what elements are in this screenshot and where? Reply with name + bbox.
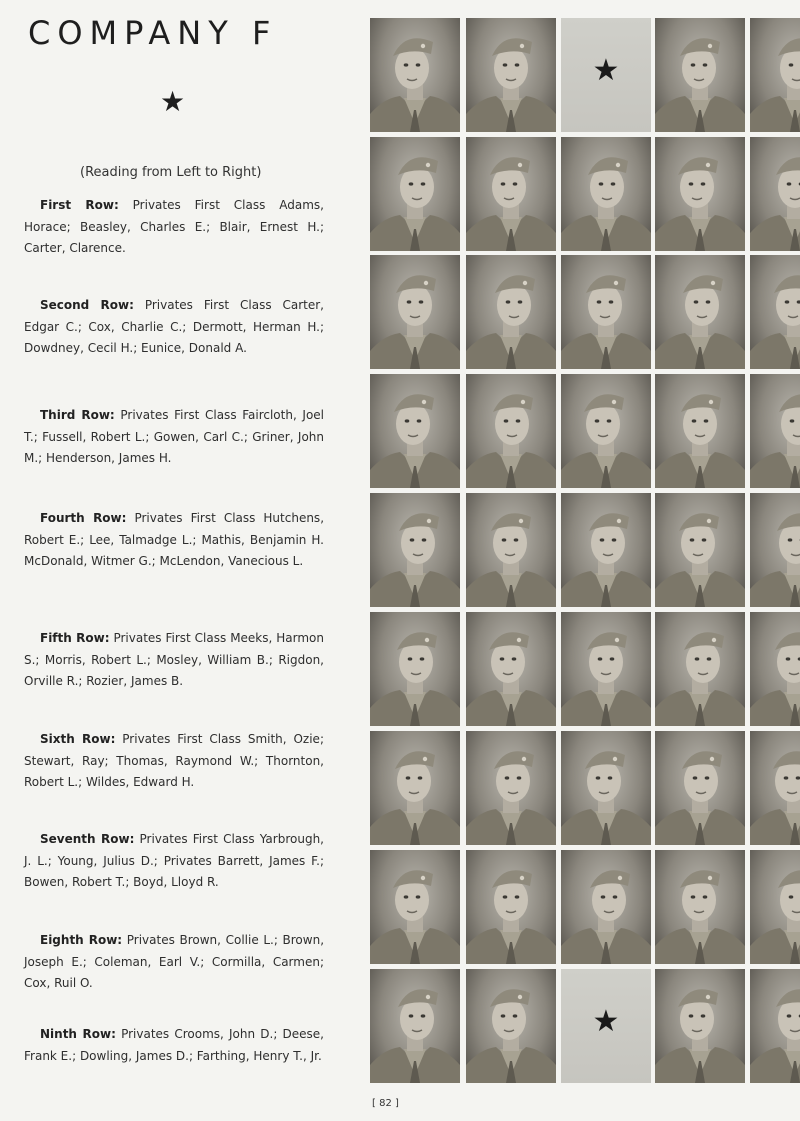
portrait-photo: [370, 18, 460, 132]
soldier-portrait: [655, 731, 745, 845]
row-names: Privates Brown, Collie L.; Brown, Joseph E.; Coleman, Earl V.; Cormilla, Carmen; Cox, Ruil O.: [24, 933, 325, 990]
row-names: Privates First Class Faircloth, Joel T.; Fussell, Robert L.; Gowen, Carl C.; Griner, John M.; Henderson, James H.: [24, 408, 325, 465]
portrait-photo: [561, 493, 651, 607]
portrait-photo: [561, 255, 651, 369]
soldier-portrait: [561, 493, 651, 607]
soldier-portrait: [655, 969, 745, 1083]
row-caption-1: [24, 195, 324, 260]
soldier-portrait: [466, 255, 556, 369]
soldier-portrait: [561, 137, 651, 251]
soldier-portrait: [466, 731, 556, 845]
portrait-photo: [655, 731, 745, 845]
soldier-portrait: [750, 374, 800, 488]
portrait-photo: [750, 731, 800, 845]
row-label: Second Row:: [40, 298, 134, 312]
soldier-portrait: [466, 612, 556, 726]
row-label: Seventh Row:: [40, 832, 135, 846]
portrait-photo: [655, 612, 745, 726]
blank-star-cell: [561, 18, 651, 132]
portrait-photo: [466, 731, 556, 845]
portrait-photo: [561, 850, 651, 964]
soldier-portrait: [750, 18, 800, 132]
row-names: Privates First Class Meeks, Harmon S.; Morris, Robert L.; Mosley, William B.; Rigdon, Orville R.; Rozier, James B.: [24, 631, 325, 688]
portrait-photo: [466, 255, 556, 369]
portrait-photo: [466, 612, 556, 726]
page-title: COMPANY F: [28, 14, 278, 52]
soldier-portrait: [655, 18, 745, 132]
soldier-portrait: [370, 850, 460, 964]
soldier-portrait: [370, 137, 460, 251]
row-label: Sixth Row:: [40, 732, 116, 746]
row-label: Eighth Row:: [40, 933, 123, 947]
soldier-portrait: [750, 255, 800, 369]
blank-star-cell: [561, 969, 651, 1083]
soldier-portrait: [750, 137, 800, 251]
portrait-photo: [750, 969, 800, 1083]
portrait-photo: [370, 969, 460, 1083]
soldier-portrait: [561, 612, 651, 726]
portrait-photo: [466, 137, 556, 251]
row-caption-7: [24, 829, 324, 894]
row-names: Privates First Class Adams, Horace; Beasley, Charles E.; Blair, Ernest H.; Carter, Clarence.: [24, 198, 324, 255]
row-label: First Row:: [40, 198, 119, 212]
row-names: Privates First Class Carter, Edgar C.; Cox, Charlie C.; Dermott, Herman H.; Dowdney, Cecil H.; Eunice, Donald A.: [24, 298, 324, 355]
row-caption-5: [24, 628, 324, 693]
soldier-portrait: [370, 731, 460, 845]
portrait-photo: [750, 493, 800, 607]
soldier-portrait: [466, 969, 556, 1083]
soldier-portrait: [655, 255, 745, 369]
portrait-photo: [750, 18, 800, 132]
portrait-photo: [655, 969, 745, 1083]
soldier-portrait: [750, 969, 800, 1083]
portrait-photo: [561, 731, 651, 845]
row-caption-4: [24, 508, 324, 573]
soldier-portrait: [370, 969, 460, 1083]
portrait-photo: [655, 255, 745, 369]
soldier-portrait: [370, 612, 460, 726]
soldier-portrait: [370, 255, 460, 369]
soldier-portrait: [750, 731, 800, 845]
soldier-portrait: [466, 18, 556, 132]
portrait-photo: [655, 18, 745, 132]
portrait-photo: [750, 612, 800, 726]
portrait-photo: [561, 374, 651, 488]
star-icon: ★: [592, 1004, 620, 1039]
soldier-portrait: [655, 137, 745, 251]
reading-order-note: (Reading from Left to Right): [80, 165, 262, 180]
portrait-photo: [750, 850, 800, 964]
portrait-photo: [466, 374, 556, 488]
soldier-portrait: [370, 493, 460, 607]
portrait-photo: [655, 137, 745, 251]
star-icon: ★: [160, 85, 186, 118]
soldier-portrait: [750, 850, 800, 964]
row-caption-3: [24, 405, 324, 470]
soldier-portrait: [561, 731, 651, 845]
soldier-portrait: [750, 493, 800, 607]
portrait-photo: [655, 374, 745, 488]
portrait-photo: [370, 137, 460, 251]
row-label: Fifth Row:: [40, 631, 110, 645]
soldier-portrait: [370, 18, 460, 132]
row-names: Privates Crooms, John D.; Deese, Frank E.; Dowling, James D.; Farthing, Henry T., Jr.: [24, 1027, 324, 1063]
soldier-portrait: [750, 612, 800, 726]
portrait-grid: [370, 18, 800, 1088]
row-label: Fourth Row:: [40, 511, 127, 525]
soldier-portrait: [655, 493, 745, 607]
row-names: Privates First Class Smith, Ozie; Stewart, Ray; Thomas, Raymond W.; Thornton, Robert L.; Wildes, Edward H.: [24, 732, 324, 789]
portrait-photo: [750, 137, 800, 251]
soldier-portrait: [370, 374, 460, 488]
row-caption-2: [24, 295, 324, 360]
soldier-portrait: [466, 137, 556, 251]
soldier-portrait: [561, 255, 651, 369]
star-icon: ★: [592, 53, 620, 88]
row-names: Privates First Class Hutchens, Robert E.; Lee, Talmadge L.; Mathis, Benjamin H. McDonald, Witmer G.; McLendon, Vanecious L.: [24, 511, 325, 568]
portrait-photo: [370, 255, 460, 369]
portrait-photo: [370, 850, 460, 964]
portrait-photo: [466, 969, 556, 1083]
portrait-photo: [750, 255, 800, 369]
portrait-photo: [561, 137, 651, 251]
soldier-portrait: [466, 374, 556, 488]
portrait-photo: [750, 374, 800, 488]
portrait-photo: [370, 374, 460, 488]
soldier-portrait: [466, 493, 556, 607]
soldier-portrait: [466, 850, 556, 964]
portrait-photo: [466, 18, 556, 132]
row-caption-8: [24, 930, 324, 995]
soldier-portrait: [655, 850, 745, 964]
soldier-portrait: [561, 374, 651, 488]
portrait-photo: [370, 612, 460, 726]
row-names: Privates First Class Yarbrough, J. L.; Young, Julius D.; Privates Barrett, James F.; Bowen, Robert T.; Boyd, Lloyd R.: [24, 832, 324, 889]
portrait-photo: [655, 850, 745, 964]
portrait-photo: [655, 493, 745, 607]
portrait-photo: [370, 731, 460, 845]
portrait-photo: [370, 493, 460, 607]
soldier-portrait: [655, 374, 745, 488]
row-label: Third Row:: [40, 408, 115, 422]
row-caption-6: [24, 729, 324, 794]
portrait-photo: [466, 850, 556, 964]
row-label: Ninth Row:: [40, 1027, 116, 1041]
portrait-photo: [561, 612, 651, 726]
soldier-portrait: [655, 612, 745, 726]
row-caption-9: [24, 1024, 324, 1067]
portrait-photo: [466, 493, 556, 607]
page-number: [ 82 ]: [372, 1098, 399, 1109]
soldier-portrait: [561, 850, 651, 964]
